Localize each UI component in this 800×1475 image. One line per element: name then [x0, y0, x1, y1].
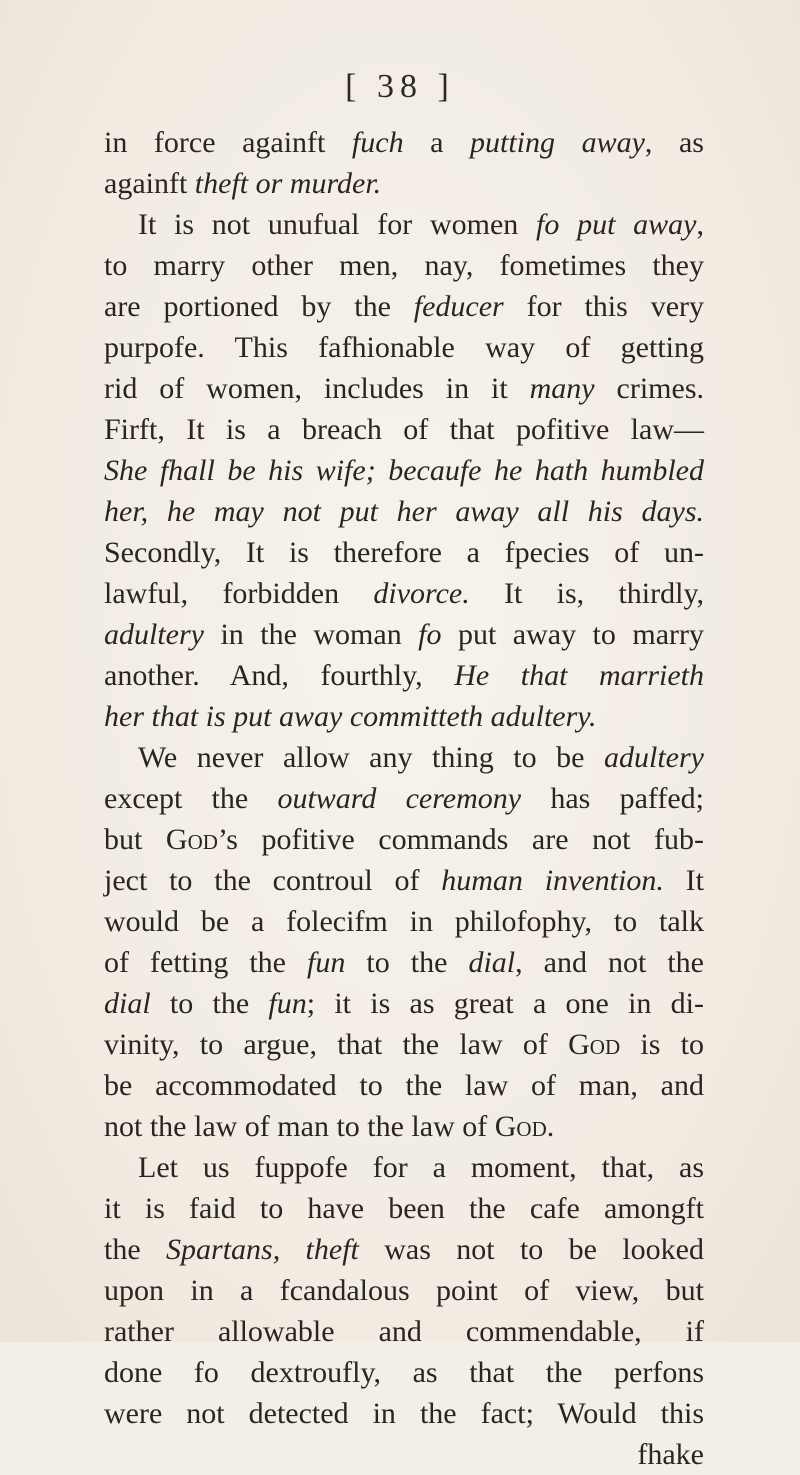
text-line [104, 450, 704, 491]
italic-text: dial [468, 946, 516, 979]
text-run: put away to marry [441, 618, 704, 651]
text-line [104, 655, 704, 696]
text-line [104, 163, 704, 204]
page-number-header: [ 38 ] [345, 68, 455, 105]
text-run: were not detected in the fact; Would this [104, 1397, 704, 1430]
italic-text: She fhall be his wife; becaufe he hath humbled [104, 454, 704, 487]
text-run: in force againft [104, 126, 352, 159]
italic-text: feducer [413, 290, 504, 323]
small-caps-text: God [494, 1110, 547, 1143]
text-run: fhake [637, 1438, 704, 1471]
text-line [104, 368, 704, 409]
text-line [104, 204, 704, 245]
text-run: Firft, It is a breach of that pofitive law— [104, 413, 704, 446]
text-line [104, 737, 704, 778]
italic-text: theft or murder. [194, 167, 382, 200]
text-line [104, 327, 704, 368]
text-run: to the [150, 987, 269, 1020]
text-run: ; it is as great a one in di- [306, 987, 704, 1020]
text-line [104, 573, 704, 614]
text-line [104, 819, 704, 860]
text-run: againft [104, 167, 195, 200]
italic-text: her that is put away committeth adultery. [104, 700, 597, 733]
text-run: ject to the controul of [104, 864, 442, 897]
italic-text: fun [307, 946, 346, 979]
text-line [104, 1270, 704, 1311]
text-run: lawful, forbidden [104, 577, 374, 610]
italic-text: fuch [351, 126, 404, 159]
text-run: it is faid to have been the cafe amongft [104, 1192, 704, 1225]
text-run: for this very [503, 290, 704, 323]
text-run: was not to be looked [358, 1233, 704, 1266]
text-run: rid of women, includes in it [104, 372, 530, 405]
italic-text: putting away [470, 126, 645, 159]
text-run: , and not the [515, 946, 704, 979]
text-line [104, 1147, 704, 1188]
italic-text: adultery [604, 741, 704, 774]
text-line [104, 286, 704, 327]
italic-text: fo [418, 618, 442, 651]
small-caps-text: God [165, 823, 218, 856]
text-line [104, 1352, 704, 1393]
text-run: the [104, 1233, 167, 1266]
text-run: not the law of man to the law of [104, 1110, 495, 1143]
text-line [104, 778, 704, 819]
text-run: Secondly, It is therefore a fpecies of un- [104, 536, 704, 569]
text-run: are portioned by the [104, 290, 414, 323]
text-line [104, 1188, 704, 1229]
text-run: It is, thirdly, [469, 577, 704, 610]
text-run: Let us fuppofe for a moment, that, as [138, 1151, 704, 1184]
text-line [104, 491, 704, 532]
text-run: ’s pofitive commands are not fub- [217, 823, 704, 856]
text-line [104, 942, 704, 983]
text-line [104, 1393, 704, 1434]
text-run: purpofe. This fafhionable way of getting [104, 331, 704, 364]
text-line [104, 696, 704, 737]
italic-text: divorce. [373, 577, 470, 610]
text-line [104, 901, 704, 942]
text-run: , as [644, 126, 704, 159]
text-line [104, 1229, 704, 1270]
text-run: be accommodated to the law of man, and [104, 1069, 704, 1102]
italic-text: outward ceremony [277, 782, 522, 815]
text-line [104, 614, 704, 655]
text-line [104, 1106, 704, 1147]
text-line [104, 1434, 704, 1475]
text-line [104, 532, 704, 573]
text-line [104, 1065, 704, 1106]
italic-text: dial [104, 987, 151, 1020]
text-run: It [663, 864, 704, 897]
text-run: rather allowable and commendable, if [104, 1315, 704, 1348]
body-text [104, 122, 704, 1475]
italic-text: fo put away [536, 208, 697, 241]
italic-text: adultery [104, 618, 204, 651]
text-line [104, 409, 704, 450]
italic-text: fun [268, 987, 307, 1020]
text-line [104, 245, 704, 286]
text-run: upon in a fcandalous point of view, but [104, 1274, 704, 1307]
text-run: another. And, fourthly, [104, 659, 455, 692]
text-run: . [546, 1110, 555, 1143]
text-line [104, 1024, 704, 1065]
italic-text: human invention. [441, 864, 664, 897]
italic-text: many [529, 372, 595, 405]
text-run: It is not unufual for women [138, 208, 537, 241]
text-run: of fetting the [104, 946, 308, 979]
italic-text: He that marrieth [454, 659, 705, 692]
text-line [104, 1311, 704, 1352]
text-run: a [403, 126, 471, 159]
text-run: has paffed; [521, 782, 704, 815]
small-caps-text: God [568, 1028, 621, 1061]
text-run: vinity, to argue, that the law of [104, 1028, 569, 1061]
italic-text: Spartans, theft [166, 1233, 359, 1266]
text-run: except the [104, 782, 278, 815]
text-run: to marry other men, nay, fometimes they [104, 249, 704, 282]
text-line [104, 122, 704, 163]
text-run: , [696, 208, 704, 241]
italic-text: her, he may not put her away all his days. [104, 495, 704, 528]
text-run: We never allow any thing to be [138, 741, 605, 774]
text-line [104, 860, 704, 901]
text-run: crimes. [594, 372, 704, 405]
text-run: in the woman [203, 618, 419, 651]
text-run: is to [620, 1028, 704, 1061]
text-run: done fo dextroufly, as that the perfons [104, 1356, 704, 1389]
text-run: but [104, 823, 166, 856]
text-line [104, 983, 704, 1024]
text-run: to the [345, 946, 469, 979]
text-run: would be a folecifm in philofophy, to talk [104, 905, 704, 938]
